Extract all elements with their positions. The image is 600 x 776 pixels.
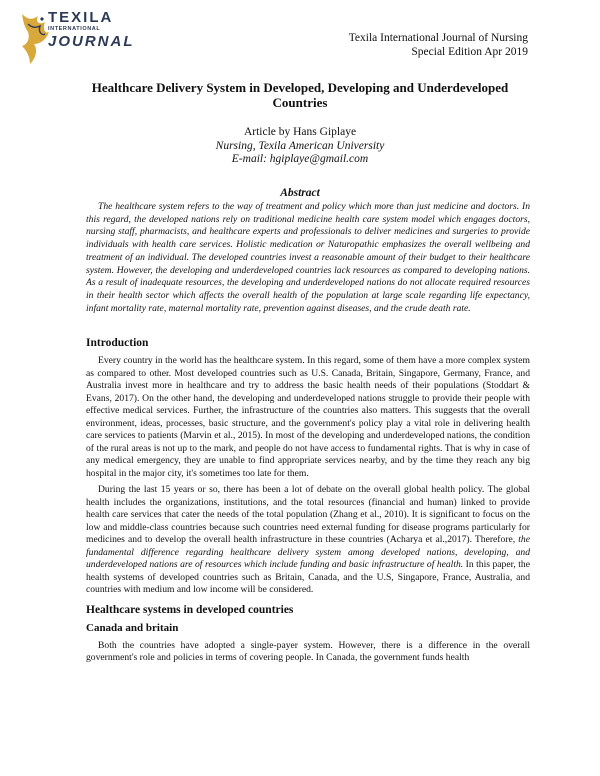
- logo-line-2: INTERNATIONAL: [48, 26, 101, 32]
- introduction-paragraph-1: Every country in the world has the healthcare system. In this regard, some of them have a more complex system as compared to other. Most developed countries such as U.S. Canada, Britain, Singapore, Germany, France, and Australia invest more in healthcare and try to address the basic health needs of their populations (Stoddart & Evans, 2017). On the other hand, the developing and underdeveloped nations struggle to provide their people with effective medical services. Further, the infrastructure of the countries also matters. This suggests that the overall environment, ideas, processes, basic structure, and the government's policy play a vital role in delivering health care services to patients (Marvin et al., 2015). In most of the developing and underdeveloped nations, the condition of the rural areas is not up to the mark, and people do not have access to fundamental rights. That is why in case of any medical emergency, they are unable to find appropriate services nearby, and by the time they reach any big hospital in the major city, it's sometimes too late for them.: [86, 355, 530, 479]
- introduction-heading: Introduction: [86, 337, 149, 349]
- journal-name: Texila International Journal of Nursing: [348, 32, 528, 44]
- introduction-paragraph-2-end: In this paper, the health systems of developed countries such as Britain, Canada, and the U.S, Singapore, France, Australia, and countries with medium and low income will be considered.: [86, 559, 530, 595]
- author-email: E-mail: hgiplaye@gmail.com: [231, 153, 369, 165]
- introduction-paragraph-2-italic: the fundamental difference regarding healthcare delivery system among developed nations, developing, and underdeveloped nations are of resources which include funding and basic infrastructure of health.: [86, 534, 530, 570]
- article-body: [86, 336, 530, 669]
- introduction-paragraph-2: [86, 484, 530, 597]
- article-title-line-2: Countries: [272, 95, 328, 110]
- article-title-line-1: Healthcare Delivery System in Developed, Developing and Underdeveloped: [91, 80, 509, 95]
- bird-icon: [18, 10, 52, 68]
- journal-issue: Special Edition Apr 2019: [411, 46, 528, 58]
- texila-logo: [18, 8, 135, 70]
- abstract-text: The healthcare system refers to the way of treatment and policy which more than just medicine and doctors. In this regard, the developed nations rely on traditional medicine health care system model which engages doctors, nursing staff, pharmacists, and healthcare experts and professionals to deliver medicines and surgeries to provide individuals with health care services. Holistic medication or Naturopathic emphasizes the overall wellbeing and treatment of an individual. The developed countries invest a reasonable amount of their budget to their healthcare system. However, the developing and underdeveloped countries lack resources as compared to developing nations. As a result of inadequate resources, the developing and underdeveloped nations do not allocate required resources in their health sector which affects the overall health of the population at large scale regarding life expectancy, infant mortality rate, maternal mortality rate, prevention against diseases, and the crude death rate.: [86, 201, 530, 314]
- author-affiliation: Nursing, Texila American University: [215, 139, 385, 152]
- logo-line-3: JOURNAL: [48, 32, 135, 50]
- canada-britain-paragraph-1: Both the countries have adopted a single-payer system. However, there is a difference in the overall government's role and policies in terms of covering people. In Canada, the government funds health: [86, 639, 530, 663]
- abstract-heading: Abstract: [280, 187, 320, 199]
- author-block: [0, 126, 600, 167]
- logo-line-1: TEXILA: [48, 9, 114, 26]
- journal-header: [349, 31, 528, 59]
- developed-countries-heading: Healthcare systems in developed countries: [86, 603, 294, 616]
- logo-wordmark: [48, 10, 135, 49]
- article-title: [0, 80, 600, 110]
- introduction-paragraph-2-start: During the last 15 years or so, there has been a lot of debate on the overall global health policy. The global health includes the organizations, institutions, and the total resources (financial and human) linked to provide health care services that cater the needs of the total population (Zhang et al., 2010). It is significant to focus on the low and middle-class countries because such countries need external funding for disease programs particularly for medicines and to develop the overall health infrastructure in these countries (Acharya et al.,2017). Therefore,: [86, 484, 530, 545]
- author-byline: Article by Hans Giplaye: [243, 126, 357, 138]
- canada-britain-subheading: Canada and britain: [86, 621, 179, 634]
